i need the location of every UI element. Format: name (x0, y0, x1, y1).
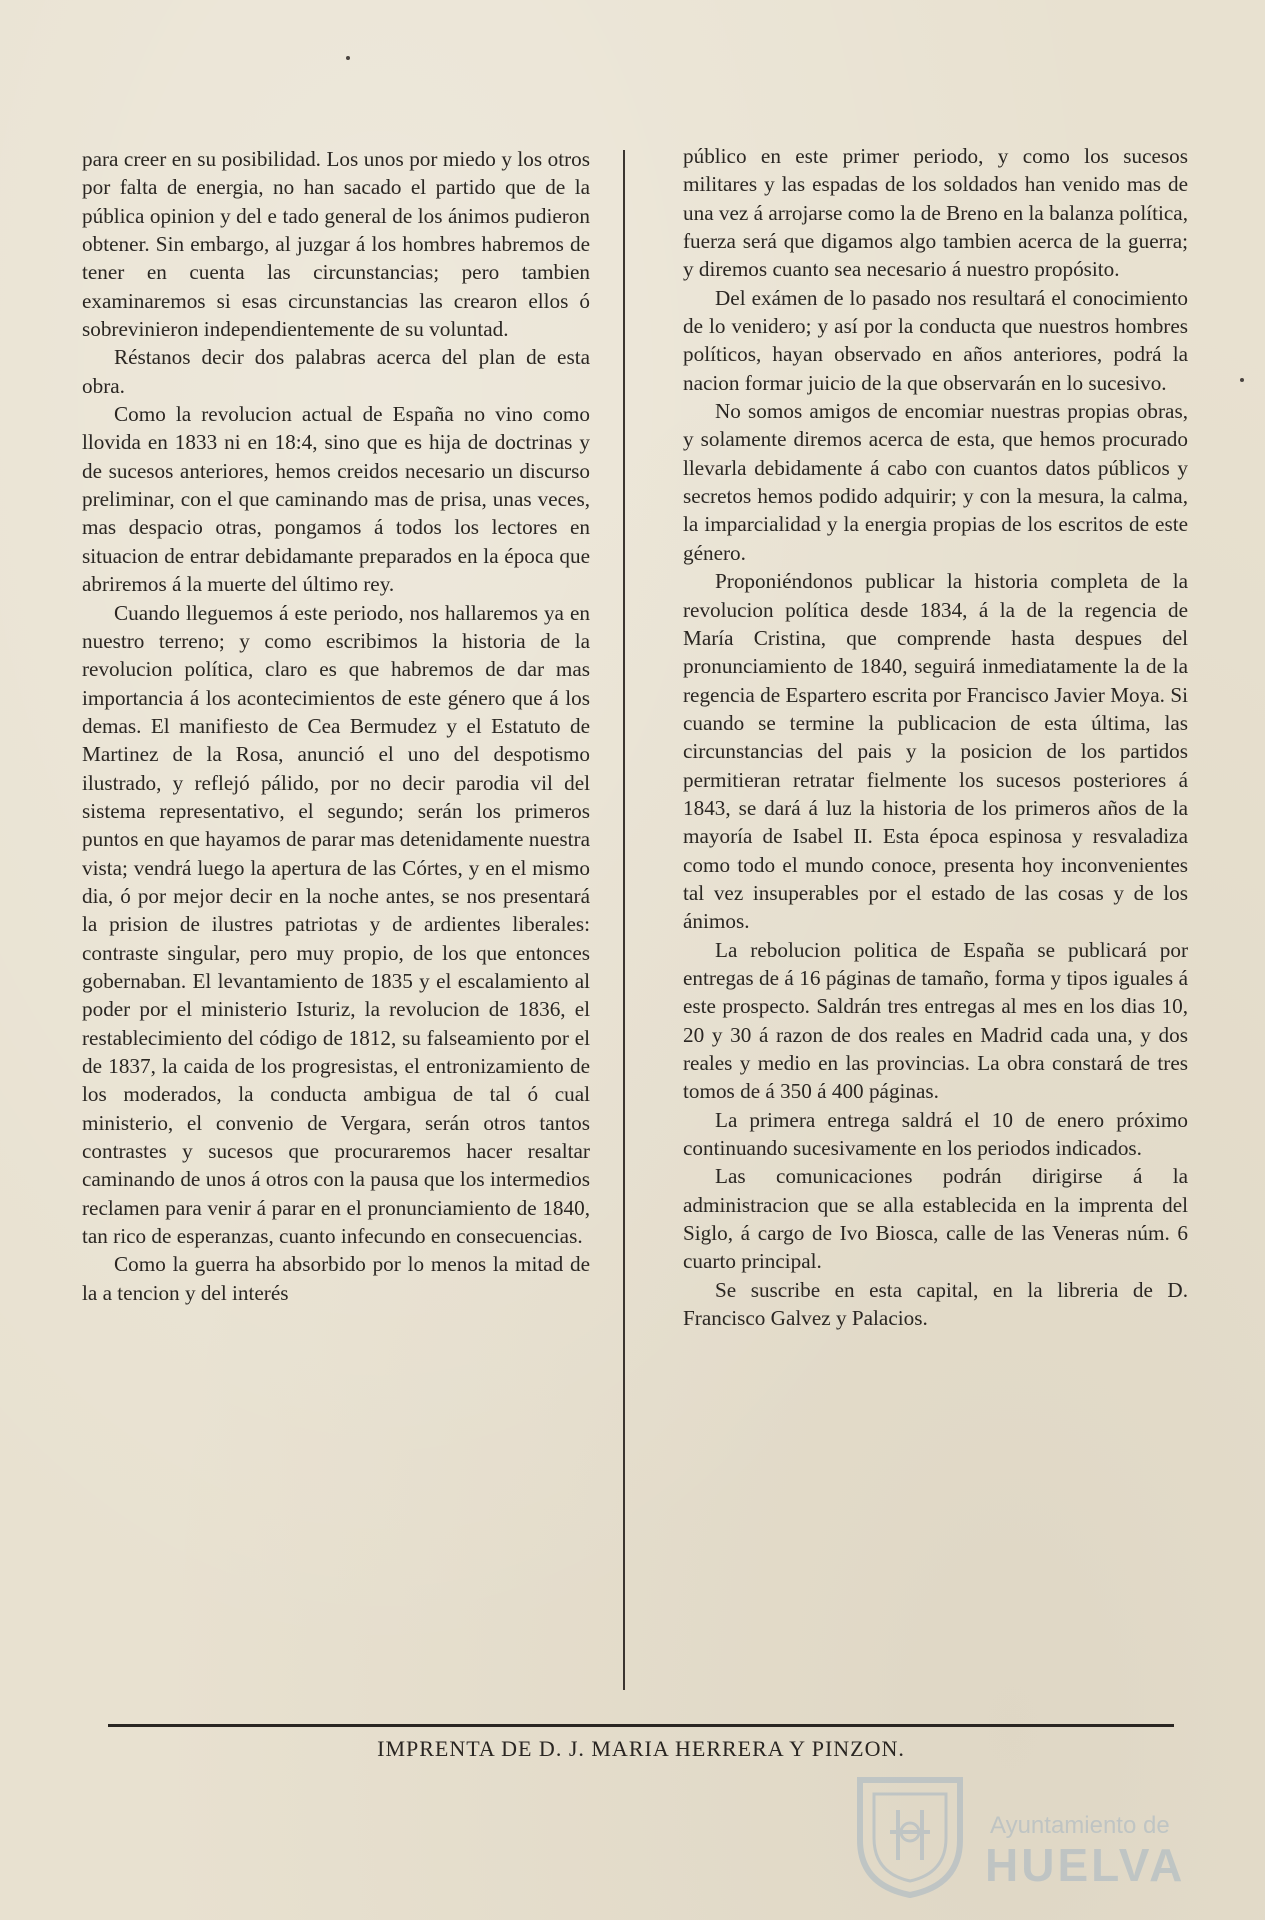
city-shield-icon (850, 1770, 970, 1900)
paragraph: Del exámen de lo pasado nos resultará el conocimiento de lo venidero; y así por la conducta que nuestros hombres políticos, hayan observado en años anteriores, podrá la nacion formar juicio de la que observarán en lo sucesivo. (683, 285, 1188, 395)
paragraph: Como la guerra ha absorbido por lo menos la mitad de la a tencion y del interés (82, 1252, 590, 1305)
watermark-label: Ayuntamiento de (990, 1812, 1170, 1839)
paragraph: para creer en su posibilidad. Los unos por miedo y los otros por falta de energia, no han sacado el partido que de la pública opinion y del e tado general de los ánimos pudieron obtener. Sin embargo, al juzgar á los hombres habremos de tener en cuenta las circunstancias; pero tambien examinaremos si esas circunstancias las crearon ellos ó sobrevinieron independientemente de su voluntad. (82, 147, 590, 342)
print-speck (1240, 378, 1244, 382)
print-speck (346, 56, 350, 60)
paragraph: Se suscribe en esta capital, en la libreria de D. Francisco Galvez y Palacios. (683, 1277, 1188, 1331)
footer-rule (108, 1724, 1174, 1727)
paragraph: Las comunicaciones podrán dirigirse á la administracion que se alla establecida en la imprenta del Siglo, á cargo de Ivo Biosca, calle de las Veneras núm. 6 cuarto principal. (683, 1164, 1188, 1274)
paragraph: La rebolucion politica de España se publicará por entregas de á 16 páginas de tamaño, forma y tipos iguales á este prospecto. Saldrán tres entregas al mes en los dias 10, 20 y 30 á razon de dos reales en Madrid cada una, y dos reales y medio en las provincias. La obra constará de tres tomos de á 350 á 400 páginas. (683, 937, 1188, 1104)
paragraph: Réstanos decir dos palabras acerca del plan de esta obra. (82, 345, 590, 398)
paragraph: Como la revolucion actual de España no vino como llovida en 1833 ni en 18:4, sino que es hija de doctrinas y de sucesos anteriores, hemos creidos necesario un discurso preliminar, con el que caminando mas de prisa, unas veces, mas despacio otras, pongamos á todos los lectores en situacion de entrar debidamante preparados en la época que abriremos á la muerte del último rey. (82, 402, 590, 597)
column-divider (623, 150, 625, 1690)
paragraph: Cuando lleguemos á este periodo, nos hallaremos ya en nuestro terreno; y como escribimos la historia de la revolucion política, claro es que habremos de dar mas importancia á los acontecimientos de este género que á los demas. El manifiesto de Cea Bermudez y el Estatuto de Martinez de la Rosa, anunció el uno del despotismo ilustrado, y reflejó pálido, por no decir parodia vil del sistema representativo, el segundo; serán los primeros puntos en que hayamos de parar mas detenidamente nuestra vista; vendrá luego la apertura de las Córtes, y en el mismo dia, ó por mejor decir en la noche antes, se nos presentará la prision de ilustres patriotas y de ardientes liberales: contraste singular, pero muy propio, de los que entonces gobernaban. El levantamiento de 1835 y el escalamiento al poder por el ministerio Isturiz, la revolucion de 1836, el restablecimiento del código de 1812, su falseamiento por el de 1837, la caida de los progresistas, el entronizamiento de los moderados, la conducta ambigua de tal ó cual ministerio, el convenio de Vergara, serán otros tantos contrastes y sucesos que procuraremos hacer resaltar caminando de unos á otros con la pausa que los intermedios reclamen para venir á parar en el pronunciamiento de 1840, tan rico de esperanzas, cuanto infecundo en consecuencias. (82, 600, 590, 1249)
right-column (683, 142, 1188, 1332)
watermark-city: HUELVA (985, 1839, 1186, 1891)
paragraph: La primera entrega saldrá el 10 de enero próximo continuando sucesivamente en los periodos indicados. (683, 1107, 1188, 1161)
paragraph: público en este primer periodo, y como los sucesos militares y las espadas de los soldados han venido mas de una vez á arrojarse como la de Breno en la balanza política, fuerza será que digamos algo tambien acerca de la guerra; y diremos cuanto sea necesario á nuestro propósito. (683, 144, 1188, 282)
left-column (82, 145, 590, 1307)
archive-watermark (850, 1770, 1190, 1900)
paragraph: Proponiéndonos publicar la historia completa de la revolucion política desde 1834, á la de la regencia de María Cristina, que comprende hasta despues del pronunciamiento de 1840, seguirá inmediatamente la de la regencia de Espartero escrita por Francisco Javier Moya. Si cuando se termine la publicacion de esta última, las circunstancias del pais y la posicion de los partidos permitieran retratar fielmente los sucesos posteriores á 1843, se dará á luz la historia de los primeros años de la mayoría de Isabel II. Esta época espinosa y resvaladiza como todo el mundo conoce, presenta hoy inconvenientes tal vez insuperables por el estado de las cosas y de los ánimos. (683, 569, 1188, 934)
printer-imprint: IMPRENTA DE D. J. MARIA HERRERA Y PINZON. (377, 1736, 905, 1761)
paragraph: No somos amigos de encomiar nuestras propias obras, y solamente diremos acerca de esta, que hemos procurado llevarla debidamente á cabo con cuantos datos públicos y secretos hemos podido adquirir; y con la mesura, la calma, la imparcialidad y la energia propias de los escritos de este género. (683, 399, 1188, 565)
